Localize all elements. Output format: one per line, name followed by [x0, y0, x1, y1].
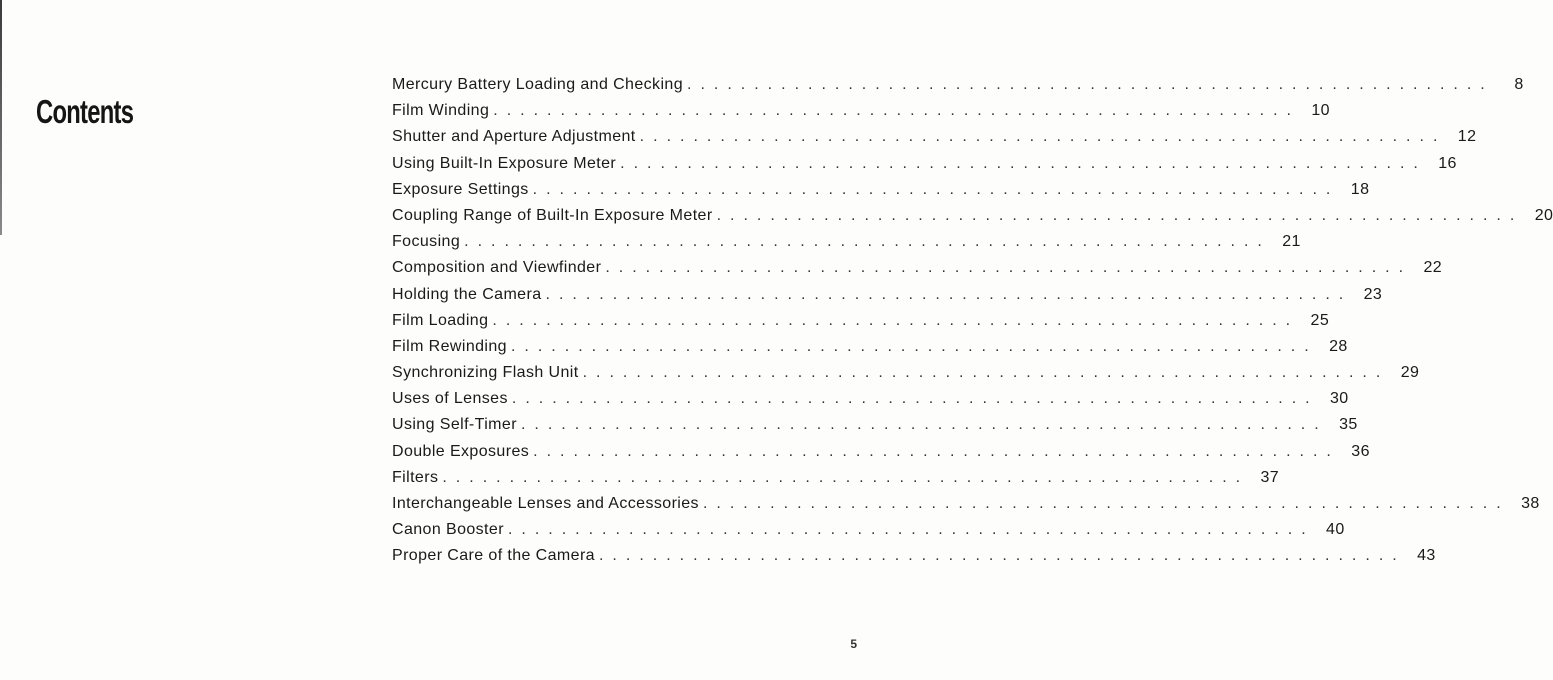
- toc-leader-dots: ............................................................: [520, 416, 1328, 434]
- toc-entry-page: 29: [1400, 364, 1420, 382]
- toc-entry: [392, 543, 1436, 569]
- toc-entry: [392, 308, 1330, 334]
- toc-entry: [392, 360, 1420, 386]
- toc-entry: [392, 124, 1477, 150]
- toc-leader-dots: ............................................................: [442, 468, 1250, 486]
- toc-entry: [392, 465, 1280, 491]
- toc-entry: [392, 151, 1457, 177]
- toc-leader-dots: ............................................................: [492, 311, 1300, 329]
- toc-entry-title: Exposure Settings: [392, 180, 529, 198]
- toc-leader-dots: ............................................................: [620, 154, 1427, 172]
- toc-entry-page: 23: [1363, 285, 1383, 303]
- page-number: 5: [850, 637, 857, 651]
- page-edge-shadow: [0, 0, 2, 235]
- toc-entry-page: 43: [1417, 547, 1436, 565]
- toc-entry-title: Focusing: [392, 233, 461, 251]
- toc-entry-title: Coupling Range of Built-In Exposure Meter: [392, 206, 713, 224]
- toc-entry-title: Composition and Viewfinder: [392, 259, 602, 277]
- toc-entry: [392, 491, 1540, 517]
- page-title: Contents: [36, 93, 134, 131]
- toc-entry-page: 8: [1514, 76, 1524, 93]
- toc-entry-title: Film Loading: [392, 311, 489, 329]
- toc-entry-title: Filters: [392, 468, 439, 486]
- toc-entry-title: Film Rewinding: [392, 337, 507, 355]
- toc-entry: [392, 229, 1301, 255]
- toc-entry: [392, 255, 1443, 281]
- toc-leader-dots: ............................................................: [605, 259, 1413, 277]
- toc-entry-page: 30: [1330, 390, 1349, 408]
- toc-entry-title: Double Exposures: [392, 442, 530, 460]
- toc-leader-dots: ............................................................: [532, 180, 1340, 198]
- toc-leader-dots: ............................................................: [702, 495, 1510, 512]
- toc-leader-dots: ............................................................: [510, 337, 1318, 355]
- toc-entry: [392, 203, 1553, 229]
- toc-entry-page: 37: [1260, 468, 1280, 486]
- toc-leader-dots: ............................................................: [464, 233, 1271, 251]
- toc-entry: [392, 412, 1358, 438]
- toc-leader-dots: ............................................................: [687, 76, 1494, 93]
- table-of-contents: [392, 72, 1553, 570]
- toc-entry-title: Shutter and Aperture Adjustment: [392, 128, 636, 146]
- toc-entry: [392, 177, 1370, 203]
- toc-leader-dots: ............................................................: [716, 206, 1524, 224]
- toc-entry-page: 35: [1339, 416, 1358, 434]
- toc-entry-page: 28: [1329, 337, 1348, 355]
- toc-entry-title: Canon Booster: [392, 521, 504, 539]
- toc-entry-title: Uses of Lenses: [392, 390, 508, 408]
- toc-entry: [392, 334, 1348, 360]
- toc-entry-title: Interchangeable Lenses and Accessories: [392, 495, 699, 512]
- toc-entry-page: 16: [1438, 154, 1457, 172]
- toc-entry: [392, 72, 1524, 98]
- toc-leader-dots: ............................................................: [493, 102, 1300, 120]
- toc-leader-dots: ............................................................: [507, 521, 1315, 539]
- toc-entry-page: 10: [1311, 102, 1330, 120]
- toc-entry: [392, 386, 1349, 412]
- toc-leader-dots: ............................................................: [639, 128, 1447, 146]
- toc-entry-title: Holding the Camera: [392, 285, 542, 303]
- toc-entry-page: 25: [1310, 311, 1330, 329]
- toc-leader-dots: ............................................................: [582, 364, 1390, 382]
- toc-entry-page: 12: [1457, 128, 1477, 146]
- toc-entry: [392, 282, 1383, 308]
- toc-entry-page: 38: [1521, 495, 1540, 512]
- toc-entry-title: Using Built-In Exposure Meter: [392, 154, 617, 172]
- toc-leader-dots: ............................................................: [545, 285, 1353, 303]
- toc-leader-dots: ............................................................: [598, 547, 1406, 565]
- toc-entry: [392, 98, 1330, 124]
- toc-entry: [392, 439, 1370, 465]
- toc-entry: [392, 517, 1345, 543]
- toc-entry-page: 20: [1534, 206, 1553, 224]
- toc-entry-page: 18: [1350, 180, 1370, 198]
- toc-entry-page: 21: [1282, 233, 1301, 251]
- toc-entry-title: Using Self-Timer: [392, 416, 517, 434]
- toc-entry-title: Mercury Battery Loading and Checking: [392, 76, 683, 93]
- toc-entry-page: 40: [1326, 521, 1345, 539]
- toc-entry-title: Film Winding: [392, 102, 490, 120]
- toc-entry-page: 22: [1423, 259, 1443, 277]
- toc-leader-dots: ............................................................: [533, 442, 1340, 460]
- toc-entry-page: 36: [1351, 442, 1370, 460]
- toc-entry-title: Proper Care of the Camera: [392, 547, 595, 565]
- toc-entry-title: Synchronizing Flash Unit: [392, 364, 579, 382]
- toc-leader-dots: ............................................................: [511, 390, 1319, 408]
